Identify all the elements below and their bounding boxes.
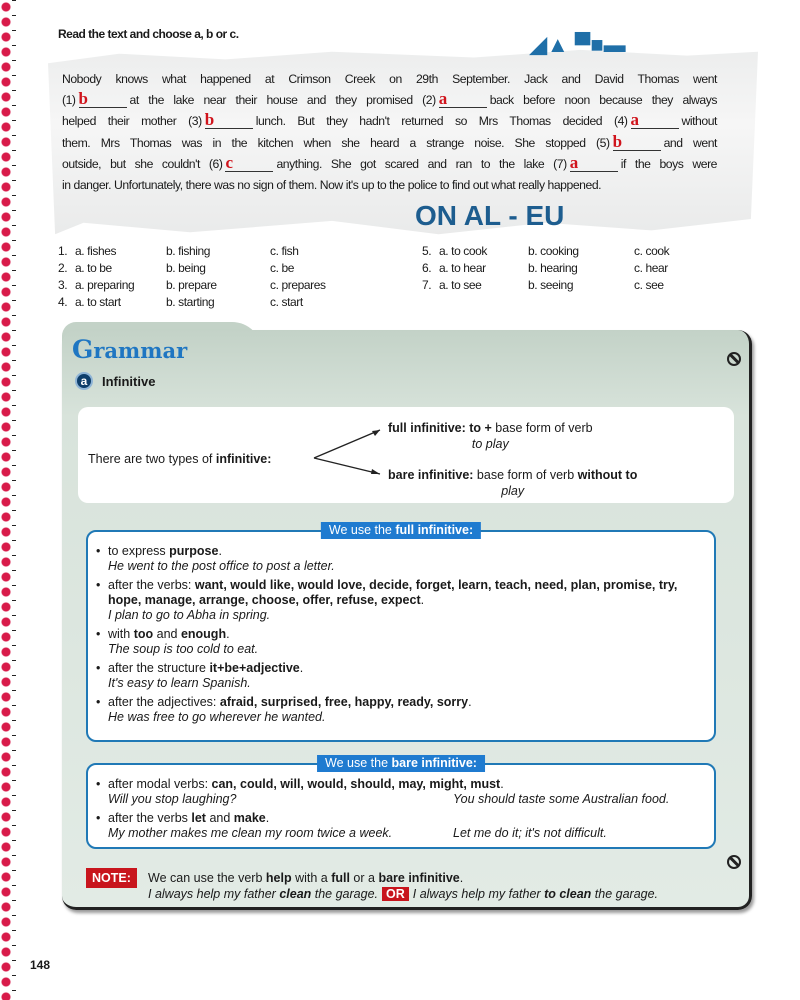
text-segment: infinitive: <box>215 452 272 466</box>
exercise-instruction: Read the text and choose a, b or c. <box>58 27 239 41</box>
text-segment: full infinitive: to + <box>388 421 492 435</box>
text-segment: (1) <box>62 93 76 108</box>
text-segment: bare infinitive <box>378 871 460 885</box>
text-segment: the garage. <box>591 887 659 901</box>
text-segment: in danger. Unfortunately, there was no sign of them. Now it's up to the police to find out what really happened. <box>62 178 602 193</box>
text-segment: base form of verb <box>491 421 593 435</box>
text-segment: c. see <box>634 278 664 292</box>
text-segment: You should taste some Australian food. <box>453 792 670 806</box>
option-row <box>422 243 752 260</box>
text-segment: b. seeing <box>528 278 574 292</box>
text-segment: He went to the post office to post a letter. <box>108 559 335 573</box>
text-segment: b. prepare <box>166 278 217 292</box>
text-segment: c. hear <box>634 261 668 275</box>
text-segment: it+be+adjective <box>209 661 300 675</box>
text-segment: I plan to go to Abha in spring. <box>108 608 271 622</box>
text-segment: I always help my father <box>412 887 545 901</box>
text-segment: without to <box>577 468 638 482</box>
text-segment: lunch. But they hadn't returned so Mrs Thomas decided (4) <box>255 114 628 129</box>
text-segment: anything. She got scared and ran to the lake (7) <box>276 156 567 171</box>
answer-blank-6[interactable] <box>225 152 273 172</box>
text-segment: . <box>420 593 425 607</box>
passage-line <box>62 69 717 90</box>
rule-item <box>96 544 706 574</box>
text-segment: . <box>500 777 504 791</box>
full-infinitive-box <box>86 523 716 742</box>
text-segment: We use the <box>328 523 396 537</box>
text-segment: full infinitive: <box>395 523 474 537</box>
text-segment: if the boys were <box>620 156 718 171</box>
text-segment: can, could, will, would, should, may, might, must <box>211 777 501 791</box>
text-segment: them. Mrs Thomas was in the kitchen when she heard a strange noise. She stopped (5) <box>62 135 610 150</box>
section-title: Infinitive <box>102 374 156 389</box>
option-row <box>58 243 388 260</box>
text-segment: b <box>612 131 622 151</box>
text-segment: . <box>459 871 464 885</box>
rule-item <box>96 661 706 691</box>
text-segment: The soup is too cold to eat. <box>108 642 259 656</box>
intro-text <box>88 452 271 466</box>
text-segment: . <box>265 811 270 825</box>
text-segment: a <box>630 110 639 130</box>
text-segment: I always help my father <box>148 887 280 901</box>
answer-blank-7[interactable] <box>569 152 618 172</box>
passage-line <box>62 154 717 175</box>
text-segment: and went <box>663 135 717 150</box>
text-segment: play <box>501 484 525 498</box>
spiral-wire <box>12 0 16 1000</box>
text-segment: a. fishes <box>75 244 117 258</box>
text-segment: b. being <box>166 261 206 275</box>
text-segment: bare infinitive: <box>391 756 477 770</box>
text-segment: a. to see <box>439 278 482 292</box>
option-row <box>58 277 388 294</box>
text-segment: c. cook <box>634 244 670 258</box>
rule-item <box>96 695 706 725</box>
passage-line <box>62 133 717 154</box>
no-entry-icon <box>727 855 741 869</box>
text-segment: c. start <box>270 295 303 309</box>
text-segment: enough <box>180 627 227 641</box>
full-infinitive-label <box>321 522 481 539</box>
rule-item <box>96 578 706 623</box>
text-segment: after the verbs: <box>108 578 195 592</box>
text-segment: after the structure <box>108 661 210 675</box>
bare-infinitive-label <box>317 755 485 772</box>
text-segment: base form of verb <box>473 468 578 482</box>
text-segment: after modal verbs: <box>108 777 212 791</box>
text-segment: b. hearing <box>528 261 578 275</box>
text-segment: outside, but she couldn't (6) <box>62 156 223 171</box>
text-segment: purpose <box>169 544 219 558</box>
text-segment: clean <box>279 887 312 901</box>
options-column-right <box>422 243 752 294</box>
text-segment: a. preparing <box>75 278 135 292</box>
text-segment: We can use the verb <box>148 871 266 885</box>
text-segment: It's easy to learn Spanish. <box>108 676 251 690</box>
full-infinitive-definition <box>388 420 593 452</box>
text-segment: make <box>233 811 266 825</box>
text-segment: 3. <box>58 278 68 292</box>
text-segment: a <box>438 89 447 109</box>
text-segment: let <box>191 811 206 825</box>
grammar-title: Grammar <box>72 335 188 364</box>
text-segment: and <box>205 811 234 825</box>
text-segment: help <box>265 871 292 885</box>
or-badge: OR <box>382 887 409 901</box>
bare-infinitive-box <box>86 756 716 849</box>
text-segment: 6. <box>422 261 432 275</box>
text-segment: a. to cook <box>439 244 488 258</box>
passage-line <box>62 111 717 132</box>
no-entry-icon <box>727 352 741 366</box>
bare-infinitive-definition <box>388 467 637 499</box>
text-segment: c. prepares <box>270 278 326 292</box>
text-segment: We use the <box>325 756 392 770</box>
text-segment: with a <box>291 871 332 885</box>
text-segment: c. fish <box>270 244 299 258</box>
rule-item <box>96 811 706 841</box>
text-segment: . <box>468 695 472 709</box>
text-segment: without <box>681 114 717 129</box>
text-segment: 4. <box>58 295 68 309</box>
answer-blank-2[interactable] <box>438 89 487 109</box>
text-segment: . <box>299 661 304 675</box>
text-segment: b. fishing <box>166 244 211 258</box>
text-segment: Nobody knows what happened at Crimson Creek on 29th September. Jack and David Thomas went <box>62 72 717 86</box>
answer-blank-3[interactable] <box>204 110 253 130</box>
passage-line <box>62 90 717 111</box>
text-segment: after the adjectives: <box>108 695 220 709</box>
text-segment: b. starting <box>166 295 215 309</box>
option-row <box>58 294 388 311</box>
newspaper-fragment-icon: ◢▲ ▀■▬ <box>530 32 626 57</box>
text-segment: c <box>225 152 233 172</box>
passage-line <box>62 175 717 196</box>
text-segment: with <box>108 627 134 641</box>
option-row <box>422 277 752 294</box>
text-segment: back before noon because they always <box>489 93 717 108</box>
rule-item <box>96 627 706 657</box>
text-segment: after the verbs <box>108 811 192 825</box>
text-segment: Let me do it; it's not difficult. <box>453 826 607 840</box>
text-segment: b <box>78 89 88 109</box>
text-segment: full <box>331 871 350 885</box>
text-segment: 5. <box>422 244 432 258</box>
text-segment: b. cooking <box>528 244 579 258</box>
text-segment: a. to hear <box>439 261 486 275</box>
text-segment: There are two types of <box>88 452 216 466</box>
note-label: NOTE: <box>86 868 137 888</box>
text-segment: b <box>204 110 214 130</box>
text-segment: 2. <box>58 261 68 275</box>
text-segment: . <box>226 627 230 641</box>
text-segment: He was free to go wherever he wanted. <box>108 710 326 724</box>
text-segment: a. to be <box>75 261 112 275</box>
text-segment: the garage. <box>311 887 378 901</box>
text-segment: a. to start <box>75 295 121 309</box>
text-segment: 7. <box>422 278 432 292</box>
branch-arrows-icon <box>310 427 390 477</box>
text-segment: helped their mother (3) <box>62 114 202 129</box>
text-segment: want, would like, would love, decide, forget, learn, teach, need, plan, promise, try, hope, manage, arrange, choose, offer, refuse, expect <box>108 578 678 607</box>
answer-blank-1[interactable] <box>78 89 127 109</box>
text-segment: afraid, surprised, free, happy, ready, sorry <box>219 695 469 709</box>
text-segment: . <box>218 544 222 558</box>
text-segment: 1. <box>58 244 68 258</box>
reading-passage <box>62 69 717 196</box>
rule-item <box>96 777 706 807</box>
options-column-left <box>58 243 388 311</box>
text-segment: and <box>153 627 181 641</box>
text-segment: to clean <box>544 887 592 901</box>
text-segment: c. be <box>270 261 295 275</box>
page-number: 148 <box>30 958 51 972</box>
text-segment: to play <box>471 437 509 451</box>
note-text <box>148 870 658 902</box>
answer-blank-5[interactable] <box>612 131 661 151</box>
text-segment: too <box>133 627 154 641</box>
answer-blank-4[interactable] <box>630 110 679 130</box>
option-row <box>58 260 388 277</box>
option-row <box>422 260 752 277</box>
text-segment: a <box>569 152 578 172</box>
newspaper-headline-fragment-icon: ON AL ‑ EU <box>415 200 565 231</box>
text-segment: Will you stop laughing? <box>108 792 237 806</box>
infinitive-types-box <box>78 407 734 503</box>
text-segment: bare infinitive: <box>388 468 474 482</box>
text-segment: My mother makes me clean my room twice a week. <box>108 826 393 840</box>
section-letter-badge: a <box>75 372 93 390</box>
text-segment: or a <box>349 871 379 885</box>
text-segment: to express <box>108 544 170 558</box>
text-segment: at the lake near their house and they promised (2) <box>129 93 436 108</box>
